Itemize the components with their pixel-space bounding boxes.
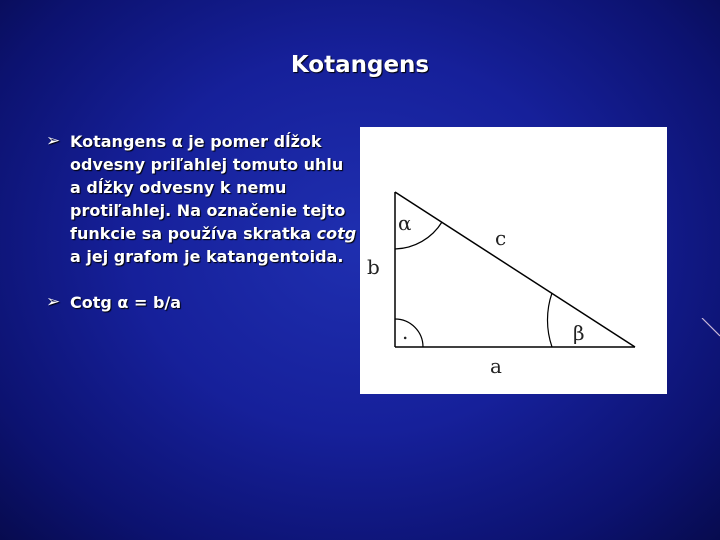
decorative-line-icon [700,318,720,338]
formula-text: Cotg α = b/a [70,293,182,312]
right-angle-dot: . [402,320,409,344]
a-label: a [490,354,502,378]
definition-text-start: Kotangens α je pomer dĺžok odvesny priľahlej tomuto uhlu a dĺžky odvesny k nemu protiľahlej. Na označenie tejto funkcie sa používa skratka [70,132,346,243]
beta-label: β [573,321,585,345]
slide-title: Kotangens [290,52,430,78]
bullet-item-definition [46,130,358,268]
triangle-figure [360,127,667,394]
side-c-line [395,192,635,347]
bullet-item-formula [46,291,358,314]
triangle-diagram [360,127,667,394]
definition-text-abbrev: cotg [316,224,357,243]
arrow-bullet-icon: ➢ [46,292,61,312]
definition-text-end: a jej grafom je katangentoida. [70,247,344,266]
right-angle-arc [395,319,423,347]
bullet-list [46,130,358,314]
arrow-bullet-icon: ➢ [46,131,61,151]
beta-arc [547,293,552,347]
alpha-label: α [398,211,412,235]
b-label: b [367,255,380,279]
c-label: c [495,226,507,250]
